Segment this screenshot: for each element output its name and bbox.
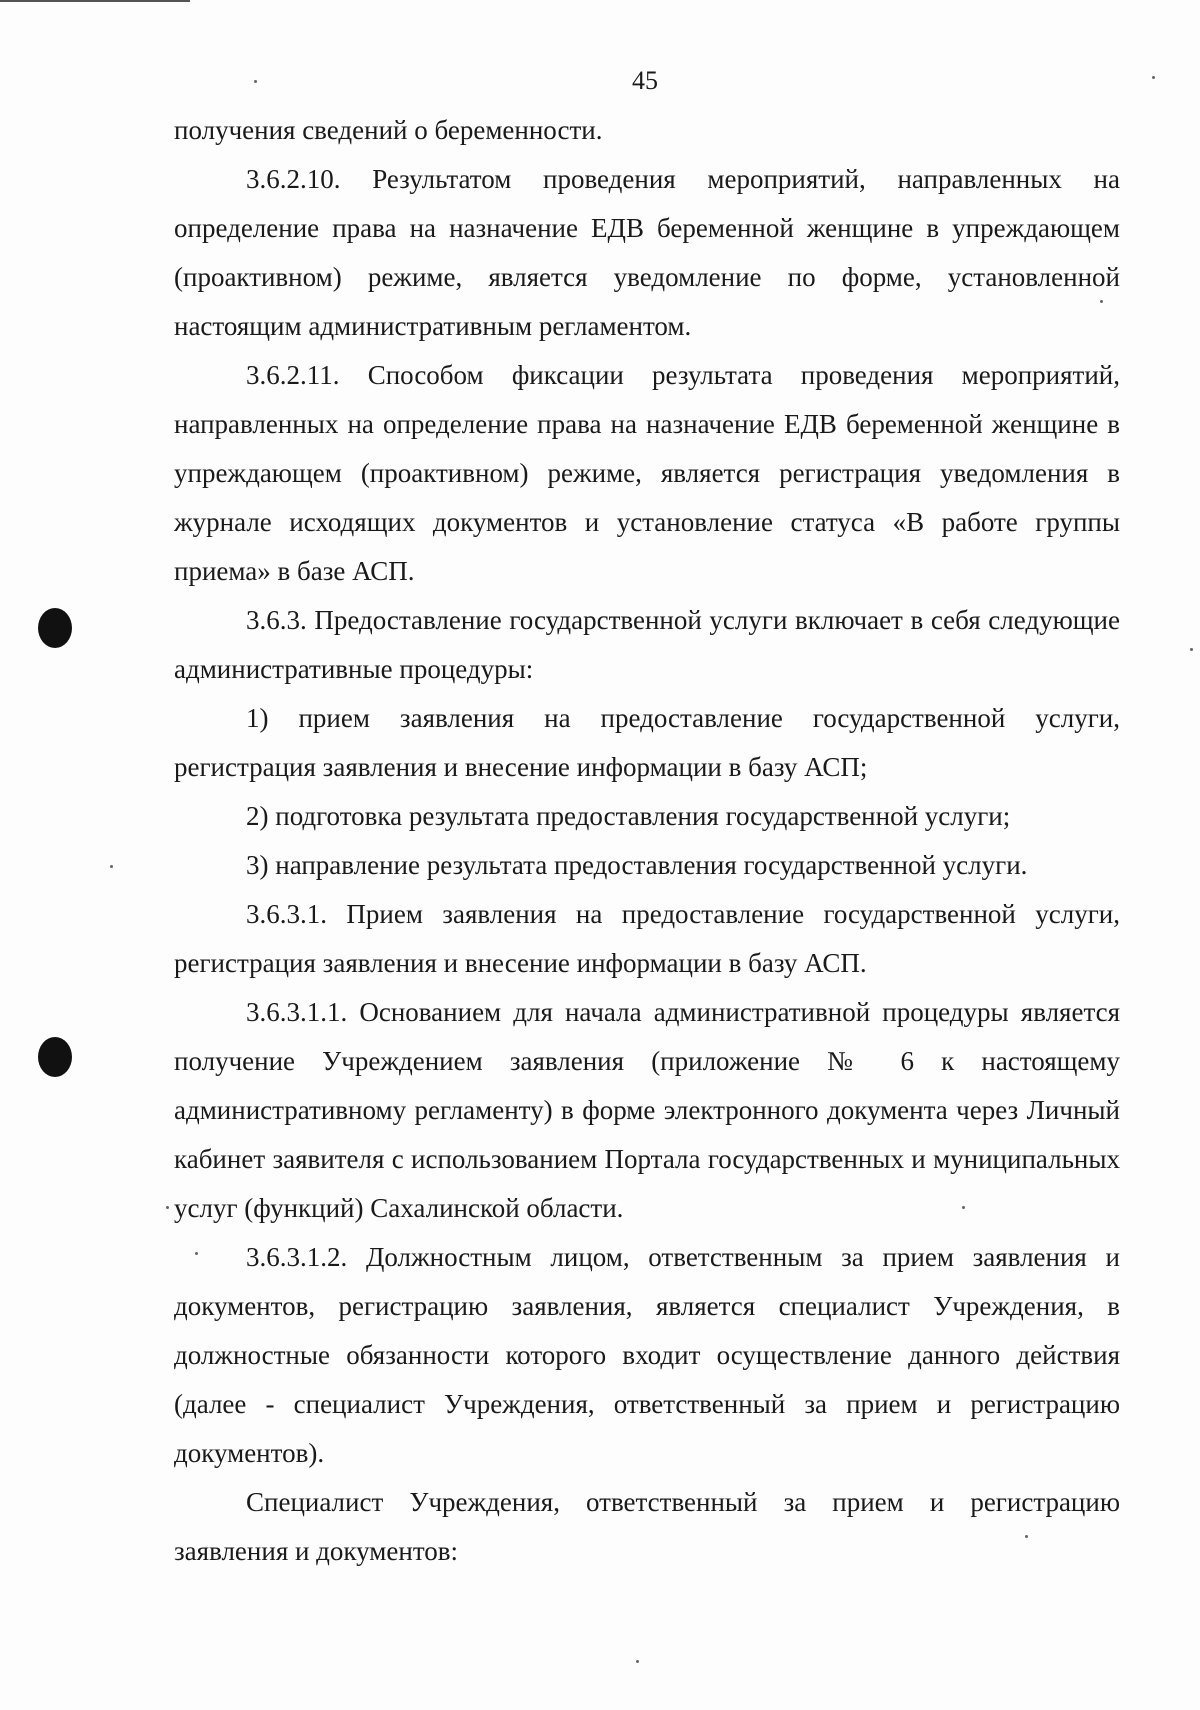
scan-speck <box>1100 300 1103 303</box>
punch-hole-upper <box>38 608 72 648</box>
scan-edge-line <box>0 0 190 2</box>
paragraph-3-6-3-1-2: 3.6.3.1.2. Должностным лицом, ответственным за прием заявления и документов, регистрацию заявления, является специалист Учреждения, в должностные обязанности которого входит осуществление данного действия (далее - специалист Учреждения, ответственный за прием и регистрацию документов). <box>174 1242 1120 1468</box>
paragraph-3-6-3: 3.6.3. Предоставление государственной услуги включает в себя следующие административные процедуры: <box>174 605 1120 684</box>
scan-speck <box>1190 648 1193 651</box>
punch-hole-lower <box>38 1037 72 1077</box>
scan-speck <box>110 865 113 868</box>
scan-speck <box>636 1660 639 1663</box>
list-item-3: 3) направление результата предоставления государственной услуги. <box>246 850 1028 880</box>
page-number: 45 <box>632 66 658 95</box>
list-item-2: 2) подготовка результата предоставления государственной услуги; <box>246 801 1011 831</box>
document-body <box>174 106 1120 1576</box>
scan-speck <box>962 1206 965 1209</box>
paragraph-specialist: Специалист Учреждения, ответственный за прием и регистрацию заявления и документов: <box>174 1487 1120 1566</box>
paragraph-continuation: получения сведений о беременности. <box>174 115 603 145</box>
paragraph-3-6-2-10: 3.6.2.10. Результатом проведения мероприятий, направленных на определение права на назначение ЕДВ беременной женщине в упреждающем (проактивном) режиме, является уведомление по форме, установленной настоящим административным регламентом. <box>174 164 1120 341</box>
scan-speck <box>254 80 257 83</box>
scan-speck <box>195 1252 198 1255</box>
scan-speck <box>166 1206 169 1209</box>
paragraph-3-6-2-11: 3.6.2.11. Способом фиксации результата проведения мероприятий, направленных на определение права на назначение ЕДВ беременной женщине в упреждающем (проактивном) режиме, является регистрация уведомления в журнале исходящих документов и установление статуса «В работе группы приема» в базе АСП. <box>174 360 1120 586</box>
list-item-1: 1) прием заявления на предоставление государственной услуги, регистрация заявления и внесение информации в базу АСП; <box>174 703 1120 782</box>
scan-speck <box>1025 1535 1028 1538</box>
paragraph-3-6-3-1-1: 3.6.3.1.1. Основанием для начала административной процедуры является получение Учреждением заявления (приложение № 6 к настоящему административному регламенту) в форме электронного документа через Личный кабинет заявителя с использованием Портала государственных и муниципальных услуг (функций) Сахалинской области. <box>174 997 1120 1223</box>
scan-speck <box>1152 76 1155 79</box>
paragraph-3-6-3-1: 3.6.3.1. Прием заявления на предоставление государственной услуги, регистрация заявления и внесение информации в базу АСП. <box>174 899 1120 978</box>
